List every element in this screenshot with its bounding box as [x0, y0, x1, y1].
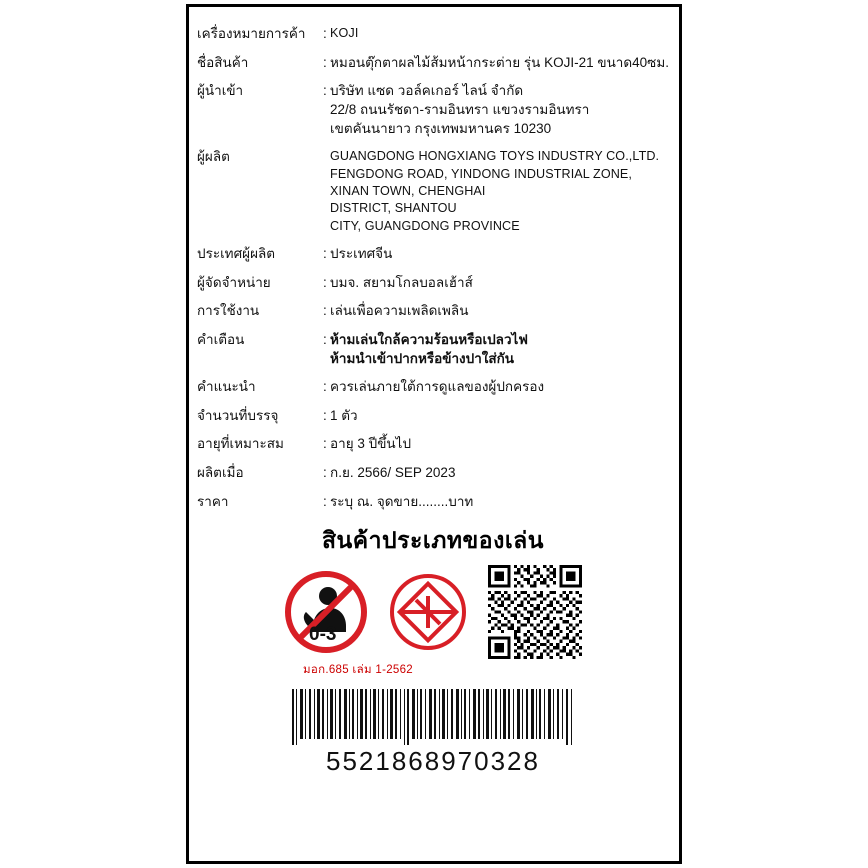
table-row	[197, 435, 669, 464]
spec-key: เครื่องหมายการค้า	[197, 26, 306, 41]
age-range-text: 0-3	[309, 624, 337, 646]
table-row	[197, 245, 669, 274]
label-content	[189, 7, 679, 861]
spec-value-line: CITY, GUANGDONG PROVINCE	[330, 218, 520, 233]
spec-value-line: ระบุ ณ. จุดขาย........บาท	[330, 493, 474, 509]
spec-value	[330, 435, 669, 464]
marks-row	[197, 565, 669, 659]
spec-value	[330, 331, 669, 378]
spec-value-line: GUANGDONG HONGXIANG TOYS INDUSTRY CO.,LTD.	[330, 149, 660, 164]
spec-key: การใช้งาน	[197, 303, 260, 319]
spec-colon: :	[323, 436, 327, 452]
spec-colon: :	[323, 379, 327, 395]
spec-value	[330, 245, 669, 274]
spec-value-line: อายุ 3 ปีขึ้นไป	[330, 436, 412, 452]
table-row	[197, 25, 669, 54]
product-label-frame	[186, 4, 682, 864]
spec-colon: :	[323, 274, 327, 290]
spec-value	[330, 302, 669, 331]
spec-value	[330, 54, 669, 83]
spec-value-line: KOJI	[330, 26, 359, 40]
spec-value	[330, 493, 669, 522]
spec-value	[330, 274, 669, 303]
spec-value-line: ก.ย. 2566/ SEP 2023	[330, 465, 456, 480]
spec-colon: :	[323, 246, 327, 261]
spec-key: คำแนะนำ	[197, 379, 256, 395]
spec-key: ผู้ผลิต	[197, 149, 230, 165]
spec-value-line: ควรเล่นภายใต้การดูแลของผู้ปกครอง	[330, 379, 545, 395]
spec-value-line: เขตคันนายาว กรุงเทพมหานคร 10230	[330, 120, 552, 136]
warning-line: ห้ามเล่นใกล้ความร้อนหรือเปลวไฟ	[330, 331, 528, 347]
product-type-heading: สินค้าประเภทของเล่น	[322, 527, 544, 554]
spec-colon	[320, 148, 330, 245]
spec-value	[330, 148, 669, 245]
spec-value-line: บมจ. สยามโกลบอลเฮ้าส์	[330, 274, 473, 290]
tis-standard-icon	[386, 570, 470, 654]
table-row	[197, 274, 669, 303]
tis-standard-caption: มอก.685 เล่ม 1-2562	[303, 664, 413, 677]
table-row	[197, 464, 669, 493]
table-row	[197, 54, 669, 83]
spec-value	[330, 378, 669, 407]
table-row	[197, 378, 669, 407]
spec-colon: :	[323, 331, 327, 347]
spec-key: คำเตือน	[197, 331, 245, 347]
spec-colon: :	[323, 407, 327, 423]
qr-code	[488, 565, 582, 659]
spec-colon: :	[323, 54, 327, 70]
spec-value-line: บริษัท แซด วอล์คเกอร์ ไลน์ จำกัด	[330, 83, 524, 99]
table-row	[197, 302, 669, 331]
spec-value-line: FENGDONG ROAD, YINDONG INDUSTRIAL ZONE,	[330, 166, 633, 181]
spec-key: อายุที่เหมาะสม	[197, 436, 284, 452]
spec-key: ผู้นำเข้า	[197, 83, 244, 99]
spec-key: จำนวนที่บรรจุ	[197, 407, 279, 423]
table-row	[197, 148, 669, 245]
barcode	[288, 689, 578, 745]
table-row-warning	[197, 331, 669, 378]
spec-value-line: หมอนตุ๊กตาผลไม้ส้มหน้ากระต่าย รุ่น KOJI-21 ขนาด40ซม.	[330, 54, 669, 70]
spec-value-line: 22/8 ถนนรัชดา-รามอินทรา แขวงรามอินทรา	[330, 101, 590, 117]
specification-table	[197, 25, 669, 521]
table-row	[197, 407, 669, 436]
spec-value-line: 1 ตัว	[330, 407, 358, 423]
spec-value	[330, 464, 669, 493]
spec-colon: :	[323, 465, 327, 480]
table-row	[197, 82, 669, 148]
spec-value	[330, 82, 669, 148]
spec-key: ประเทศผู้ผลิต	[197, 246, 276, 261]
warning-line: ห้ามนำเข้าปากหรือข้างปาใส่กัน	[330, 350, 515, 366]
barcode-block	[197, 689, 669, 777]
spec-value-line: ประเทศจีน	[330, 246, 393, 261]
no-children-under-3-icon	[284, 570, 368, 654]
spec-colon: :	[323, 83, 327, 99]
spec-colon: :	[323, 26, 327, 41]
spec-colon: :	[323, 303, 327, 319]
spec-value-line: XINAN TOWN, CHENGHAI	[330, 183, 486, 198]
spec-value	[330, 25, 669, 54]
spec-colon: :	[323, 493, 327, 509]
spec-key: ผลิตเมื่อ	[197, 465, 244, 480]
spec-value-line: เล่นเพื่อความเพลิดเพลิน	[330, 303, 469, 319]
spec-key: ราคา	[197, 493, 229, 509]
table-row	[197, 493, 669, 522]
spec-value	[330, 407, 669, 436]
spec-key: ผู้จัดจำหน่าย	[197, 274, 271, 290]
spec-key: ชื่อสินค้า	[197, 54, 249, 70]
spec-value-line: DISTRICT, SHANTOU	[330, 201, 457, 216]
barcode-number: 5521868970328	[326, 746, 540, 777]
